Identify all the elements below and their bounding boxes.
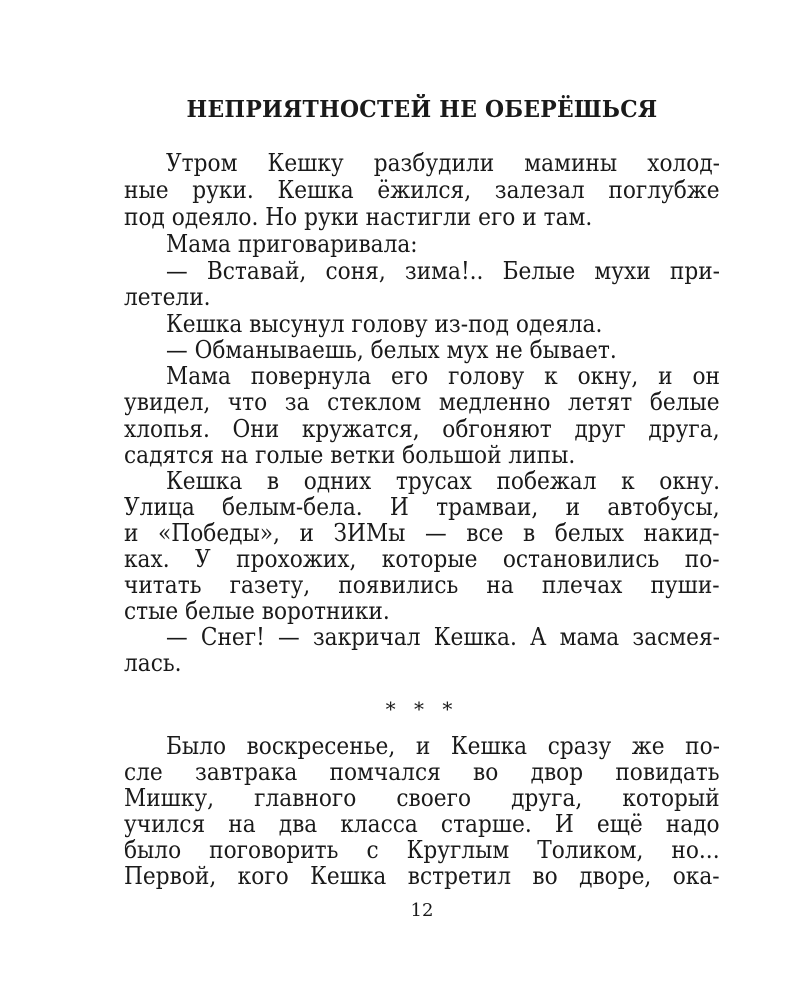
text-line: читать газету, появились на плечах пуши- xyxy=(124,570,720,599)
section-separator: * * * xyxy=(385,697,459,721)
text-line: хлопья. Они кружатся, обгоняют друг друга, xyxy=(124,414,720,443)
text-line: Утром Кешку разбудили мамины холод- xyxy=(166,148,721,177)
text-line: Мама повернула его голову к окну, и он xyxy=(166,361,721,390)
text-line: садятся на голые ветки большой липы. xyxy=(124,440,576,469)
text-line: — Снег! — закричал Кешка. А мама засмея- xyxy=(166,622,721,651)
chapter-title: НЕПРИЯТНОСТЕЙ НЕ ОБЕРЁШЬСЯ xyxy=(186,96,658,123)
text-line: учился на два класса старше. И ещё надо xyxy=(124,809,720,838)
text-line: стые белые воротники. xyxy=(124,596,390,625)
text-line: Первой, кого Кешка встретил во дворе, ока- xyxy=(124,861,720,890)
text-line: — Обманываешь, белых мух не бывает. xyxy=(166,335,617,364)
text-line: увидел, что за стеклом медленно летят белые xyxy=(124,387,720,416)
text-line: под одеяло. Но руки настигли его и там. xyxy=(124,202,593,231)
text-line: Кешка в одних трусах побежал к окну. xyxy=(166,466,721,495)
text-line: — Вставай, соня, зима!.. Белые мухи при- xyxy=(166,256,721,285)
text-line: Мама приговаривала: xyxy=(166,229,418,258)
text-line: ках. У прохожих, которые остановились по- xyxy=(124,544,720,573)
text-line: Кешка высунул голову из-под одеяла. xyxy=(166,309,603,338)
page-number: 12 xyxy=(410,900,434,921)
text-line: Мишку, главного своего друга, который xyxy=(124,783,720,812)
text-line: лась. xyxy=(124,648,182,677)
text-line: ные руки. Кешка ёжился, залезал поглубже xyxy=(124,175,720,204)
text-line: летели. xyxy=(124,282,211,311)
text-line: Улица белым-бела. И трамваи, и автобусы, xyxy=(124,492,720,521)
text-line: и «Победы», и ЗИМы — все в белых накид- xyxy=(124,518,720,547)
text-line: сле завтрака помчался во двор повидать xyxy=(124,757,720,786)
text-line: было поговорить с Круглым Толиком, но... xyxy=(124,835,720,864)
text-line: Было воскресенье, и Кешка сразу же по- xyxy=(166,731,721,760)
